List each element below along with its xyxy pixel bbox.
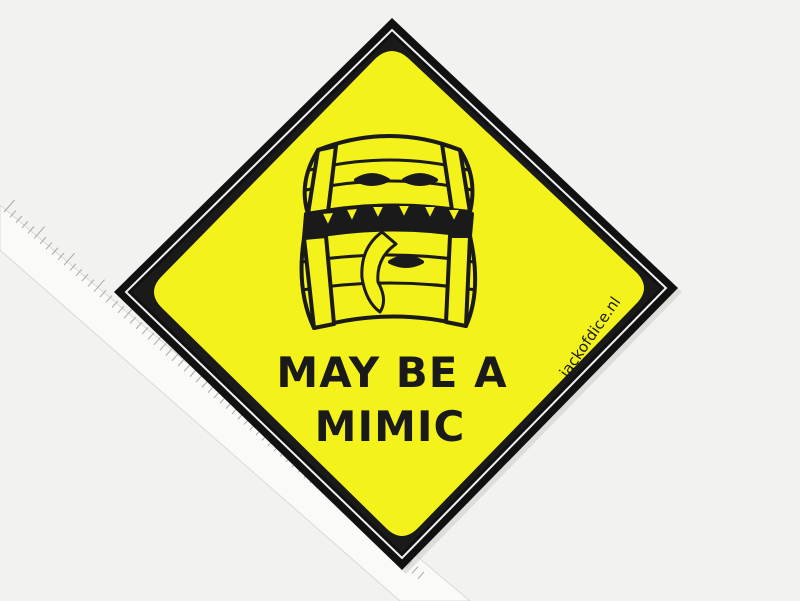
- ruler-tick: [4, 200, 15, 212]
- ruler-tick: [34, 227, 45, 239]
- headline-line-2: MIMIC: [314, 402, 466, 451]
- headline-line-1: MAY BE A: [276, 348, 508, 397]
- website-label: jackofdice.nl: [555, 293, 625, 381]
- mimic-chest-icon: [302, 136, 476, 328]
